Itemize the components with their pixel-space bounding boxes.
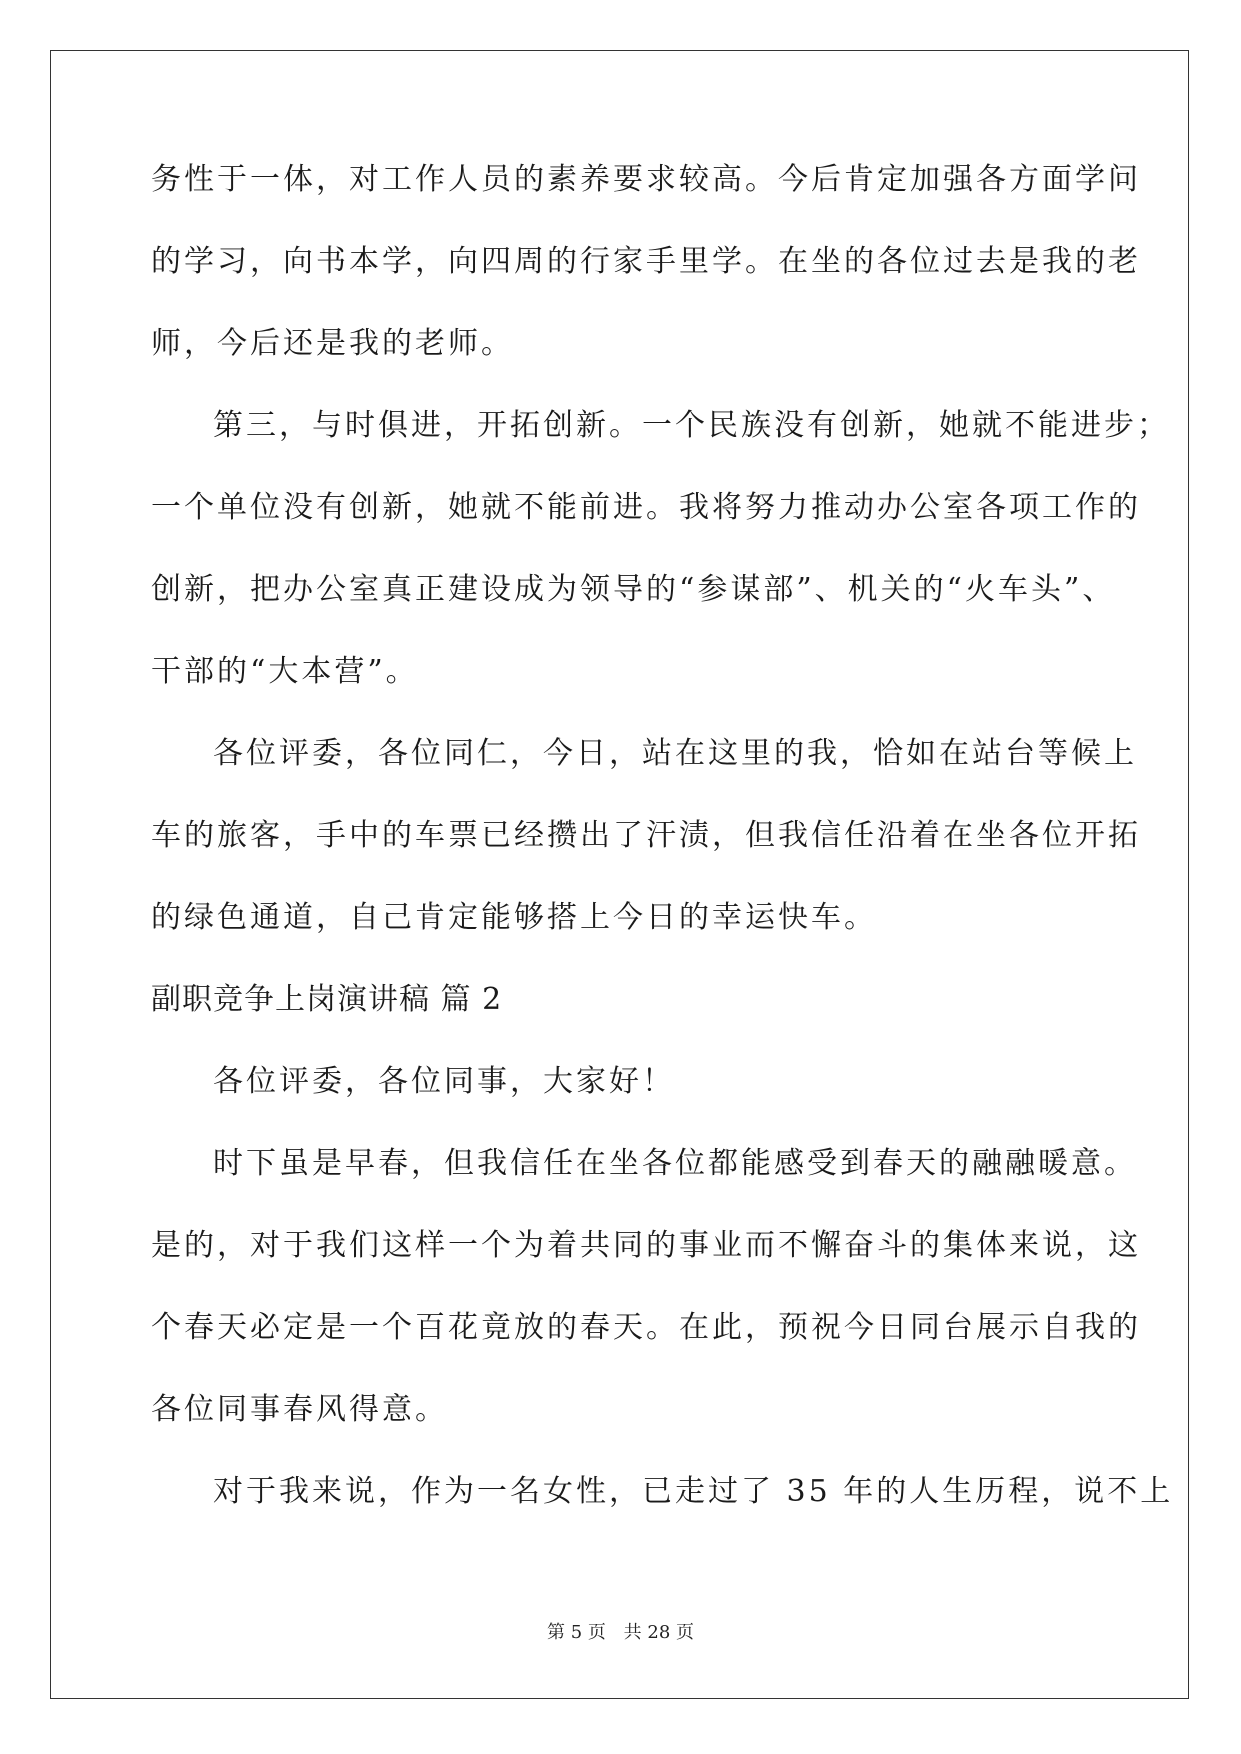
text-line: 个春天必定是一个百花竟放的春天。在此，预祝今日同台展示自我的 — [151, 1310, 1141, 1345]
page-number: 第 5 页 — [547, 1622, 606, 1643]
text-line: 师，今后还是我的老师。 — [151, 326, 514, 361]
text-line: 第三，与时俱进，开拓创新。一个民族没有创新，她就不能进步； — [213, 408, 1170, 443]
page-total: 共 28 页 — [623, 1622, 694, 1643]
text-line: 时下虽是早春，但我信任在坐各位都能感受到春天的融融暖意。 — [213, 1146, 1137, 1181]
text-line: 是的，对于我们这样一个为着共同的事业而不懈奋斗的集体来说，这 — [151, 1228, 1141, 1263]
page-footer — [0, 1618, 1241, 1644]
text-line: 创新，把办公室真正建设成为领导的“参谋部”、机关的“火车头”、 — [151, 572, 1116, 607]
text-line: 车的旅客，手中的车票已经攒出了汗渍，但我信任沿着在坐各位开拓 — [151, 818, 1141, 853]
text-line: 各位评委，各位同仁，今日，站在这里的我，恰如在站台等候上 — [213, 736, 1137, 771]
text-line: 一个单位没有创新，她就不能前进。我将努力推动办公室各项工作的 — [151, 490, 1141, 525]
text-line: 各位评委，各位同事，大家好！ — [213, 1064, 675, 1099]
text-line: 各位同事春风得意。 — [151, 1392, 448, 1427]
text-line: 对于我来说，作为一名女性，已走过了 35 年的人生历程，说不上 — [213, 1474, 1174, 1509]
text-line: 的学习，向书本学，向四周的行家手里学。在坐的各位过去是我的老 — [151, 244, 1141, 279]
text-line: 干部的“大本营”。 — [151, 654, 419, 689]
text-line: 务性于一体，对工作人员的素养要求较高。今后肯定加强各方面学问 — [151, 162, 1141, 197]
text-line: 的绿色通道，自己肯定能够搭上今日的幸运快车。 — [151, 900, 877, 935]
section-heading: 副职竞争上岗演讲稿 篇 2 — [151, 982, 503, 1017]
document-body — [151, 162, 1174, 1559]
